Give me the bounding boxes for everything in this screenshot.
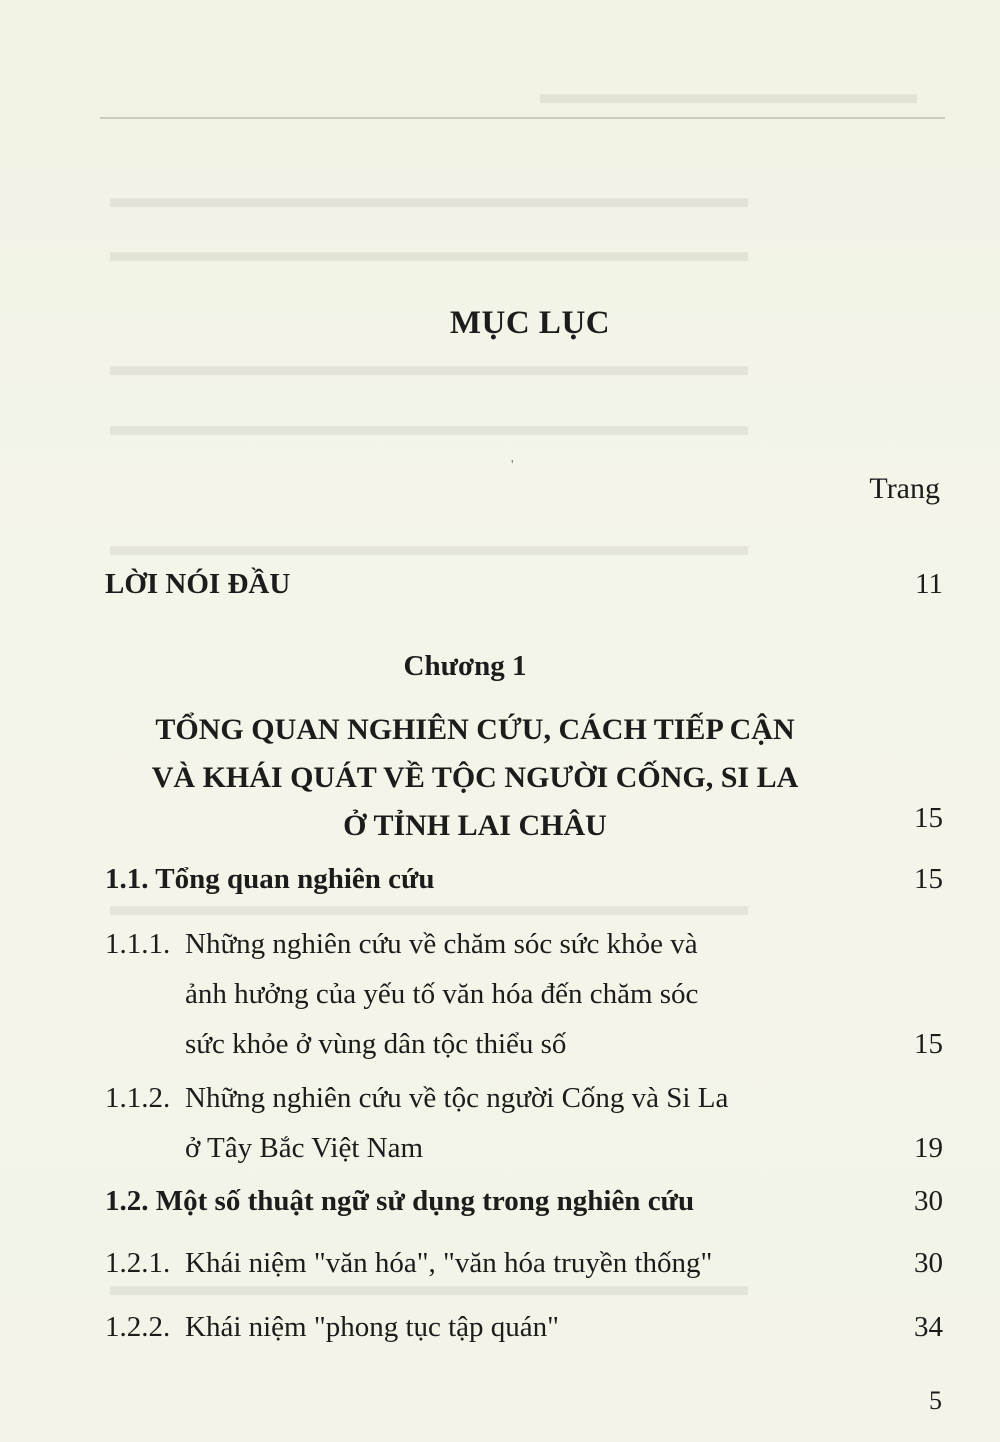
bleed-through-text: ▬▬▬▬▬▬▬▬▬▬▬▬▬▬▬▬▬▬▬▬▬▬	[110, 350, 748, 382]
toc-entry-number: 1.1.1.	[105, 928, 171, 960]
toc-entry-line: Khái niệm "phong tục tập quán"	[185, 1311, 560, 1343]
toc-entry-subsection[interactable]	[105, 1238, 943, 1288]
chapter-title-line: Ở TỈNH LAI CHÂU	[343, 809, 607, 842]
toc-entry-section[interactable]	[105, 863, 943, 896]
toc-entry-preface[interactable]	[105, 568, 943, 601]
toc-entry-line: Những nghiên cứu về chăm sóc sức khỏe và	[185, 928, 698, 960]
chapter-title-line: TỔNG QUAN NGHIÊN CỨU, CÁCH TIẾP CẬN	[155, 713, 795, 746]
bleed-through-text: ▬▬▬▬▬▬▬▬▬▬▬▬▬▬▬▬▬▬▬▬▬▬	[110, 890, 748, 922]
toc-entry-subsection[interactable]	[105, 919, 943, 1069]
bleed-through-text: ▬▬▬▬▬▬▬▬▬▬▬▬▬▬▬▬▬▬▬▬▬▬	[110, 410, 748, 442]
toc-entry-number: 1.2.2.	[105, 1311, 171, 1343]
page-number: 5	[929, 1386, 942, 1415]
toc-entry-line: ở Tây Bắc Việt Nam	[185, 1132, 424, 1164]
toc-entry-subsection[interactable]	[105, 1302, 943, 1352]
toc-entry-label: 1.1. Tổng quan nghiên cứu	[105, 863, 435, 895]
toc-entry-number: 1.1.2.	[105, 1082, 171, 1114]
page-title: MỤC LỤC	[449, 305, 611, 341]
toc-entry-page: 30	[914, 1247, 943, 1279]
header-rule	[100, 117, 945, 119]
toc-entry-line: sức khỏe ở vùng dân tộc thiểu số	[185, 1028, 567, 1060]
chapter-title-line: VÀ KHÁI QUÁT VỀ TỘC NGƯỜI CỐNG, SI LA	[151, 761, 799, 794]
toc-entry-page: 19	[914, 1132, 943, 1164]
toc-entry-page: 34	[914, 1311, 943, 1343]
bleed-through-text: ▬▬▬▬▬▬▬▬▬▬▬▬▬▬▬▬▬▬▬▬▬▬	[110, 182, 748, 214]
toc-entry-label: LỜI NÓI ĐẦU	[105, 568, 291, 600]
bleed-through-text: ▬▬▬▬▬▬▬▬▬▬▬▬▬▬▬▬▬▬▬▬▬▬	[110, 236, 748, 268]
toc-entry-page: 30	[914, 1185, 943, 1217]
chapter-label: Chương 1	[403, 650, 527, 682]
bleed-through-text: ▬▬▬▬▬▬▬▬▬▬▬▬▬▬▬▬▬▬▬▬▬▬	[110, 530, 748, 562]
page-column-label: Trang	[869, 472, 940, 505]
chapter-title[interactable]	[105, 706, 845, 850]
toc-entry-page: 15	[914, 863, 943, 895]
toc-entry-line: Những nghiên cứu về tộc người Cống và Si La	[185, 1082, 729, 1114]
bleed-through-text: ▬▬▬▬▬▬▬▬▬▬▬▬▬	[540, 78, 917, 110]
toc-entry-label: 1.2. Một số thuật ngữ sử dụng trong nghiên cứu	[105, 1185, 695, 1217]
print-mark: '	[511, 458, 514, 473]
toc-entry-number: 1.2.1.	[105, 1247, 171, 1279]
toc-entry-page: 15	[914, 1028, 943, 1060]
toc-entry-section[interactable]	[105, 1185, 943, 1218]
chapter-page: 15	[914, 802, 943, 834]
bleed-through-text: ▬▬▬▬▬▬▬▬▬▬▬▬▬▬▬▬▬▬▬▬▬▬	[110, 1270, 748, 1302]
toc-entry-subsection[interactable]	[105, 1073, 943, 1173]
toc-entry-line: ảnh hưởng của yếu tố văn hóa đến chăm sóc	[185, 978, 699, 1010]
toc-entry-page: 11	[915, 568, 943, 600]
toc-entry-line: Khái niệm "văn hóa", "văn hóa truyền thống"	[185, 1247, 713, 1279]
